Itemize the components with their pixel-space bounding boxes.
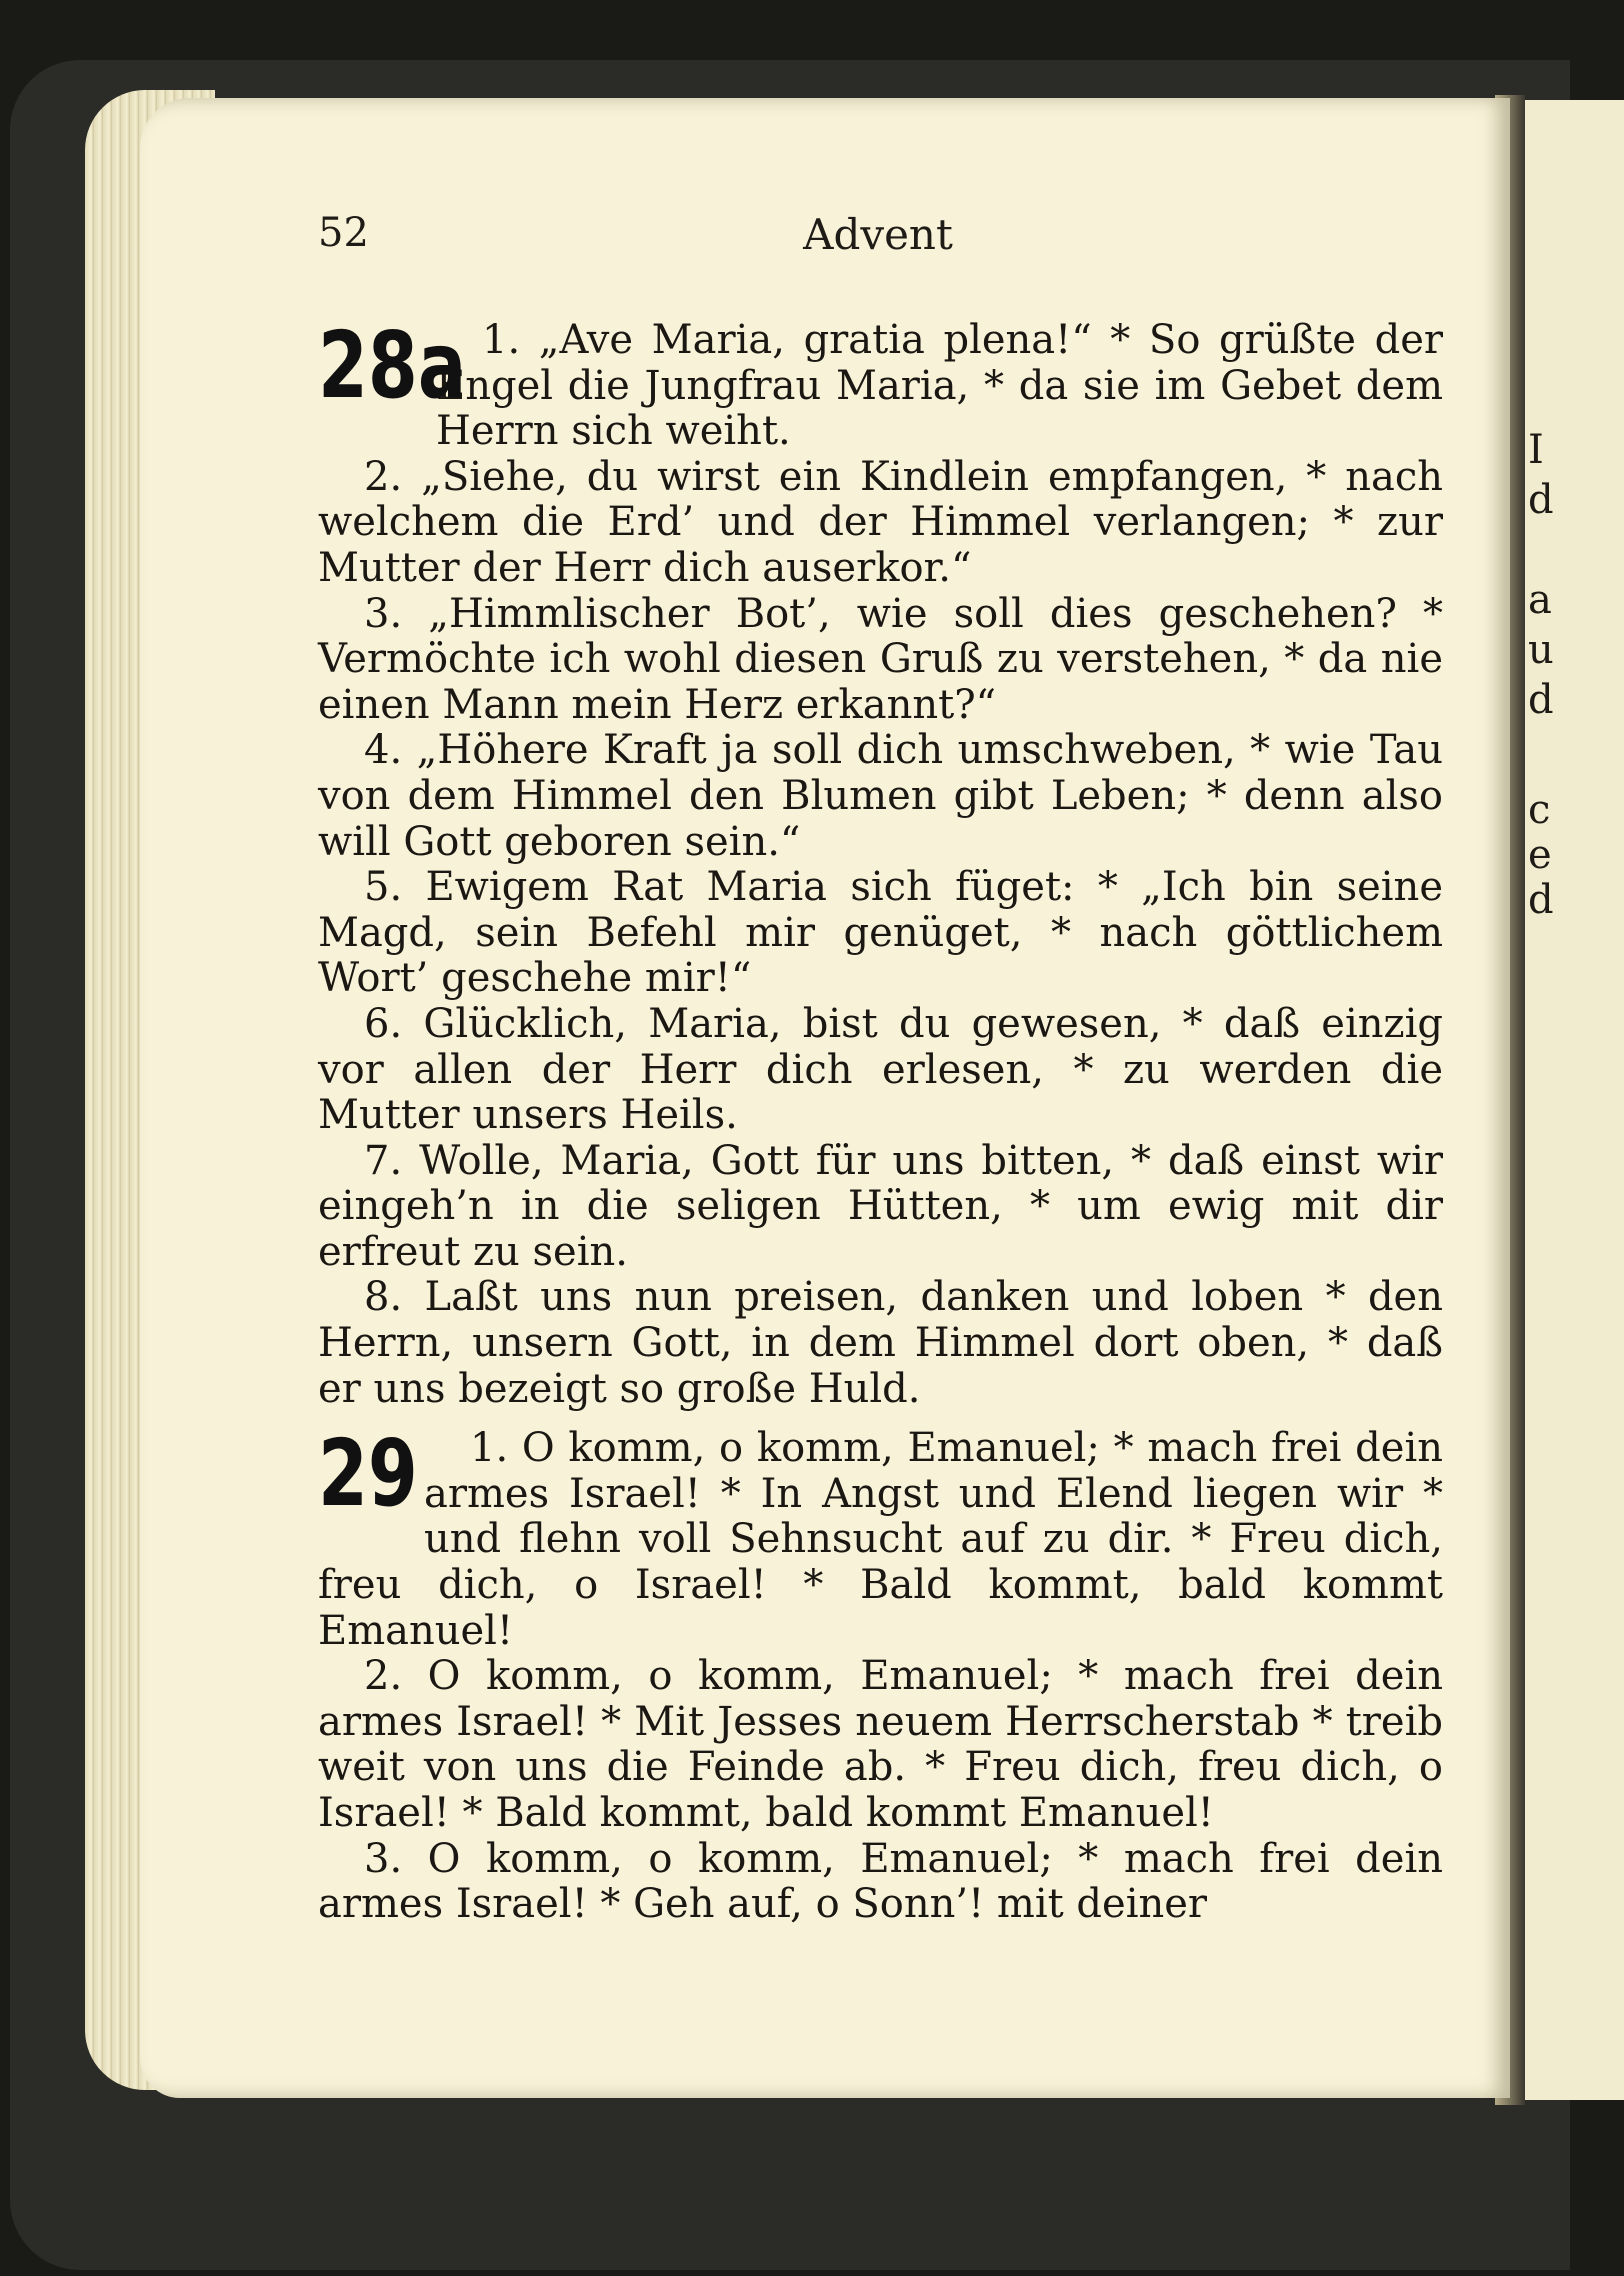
- stanza: 3. O komm, o komm, Emanuel; * mach frei dein armes Israel! * Geh auf, o Sonn’! mit deiner: [318, 1835, 1443, 1928]
- facing-page-edge: I d a u d c e d: [1520, 100, 1624, 2100]
- stanza: 7. Wolle, Maria, Gott für uns bitten, * daß einst wir eingeh’n in die seligen Hütten, * um ewig mit dir erfreut zu sein.: [318, 1137, 1443, 1275]
- hymn: [318, 1420, 1443, 1928]
- running-head: Advent: [803, 210, 953, 259]
- stanza: 1. „Ave Maria, gratia plena!“ * So grüßte der Engel die Jungfrau Maria, * da sie im Gebet dem Herrn sich weiht.: [436, 317, 1443, 455]
- stanza: 2. „Siehe, du wirst ein Kindlein empfangen, * nach welchem die Erd’ und der Himmel verlangen; * zur Mutter der Herr dich auserkor.“: [318, 453, 1443, 591]
- stanza: 6. Glücklich, Maria, bist du gewesen, * daß einzig vor allen der Herr dich erlesen, * zu werden die Mutter unsers Heils.: [318, 1000, 1443, 1139]
- page-header: [318, 210, 1438, 270]
- hymn-text: [318, 312, 1443, 1928]
- stanza: 2. O komm, o komm, Emanuel; * mach frei dein armes Israel! * Mit Jesses neuem Herrscherstab * treib weit von uns die Feinde ab. * Freu dich, freu dich, o Israel! * Bald kommt, bald kommt Emanuel!: [318, 1653, 1443, 1836]
- stanza: 3. „Himmlischer Bot’, wie soll dies geschehen? * Vermöchte ich wohl diesen Gruß zu verstehen, * da nie einen Mann mein Herz erkannt?“: [318, 590, 1443, 728]
- stanza: 4. „Höhere Kraft ja soll dich umschweben, * wie Tau von dem Himmel den Blumen gibt Leben; * denn also will Gott geboren sein.“: [318, 727, 1443, 865]
- hymn: [318, 312, 1443, 1412]
- stanza: 1. O komm, o komm, Emanuel; * mach frei dein armes Israel! * In Angst und Elend liegen wir * und flehn voll Sehnsucht auf zu dir. * Freu dich, freu dich, o Israel! * Bald kommt, bald kommt Emanuel!: [318, 1425, 1443, 1654]
- hymn-number: 28a: [318, 312, 467, 419]
- stanza: 8. Laßt uns nun preisen, danken und loben * den Herrn, unsern Gott, in dem Himmel dort oben, * daß er uns bezeigt so große Huld.: [318, 1274, 1443, 1412]
- hymn-number: 29: [318, 1420, 418, 1528]
- stanza: 5. Ewigem Rat Maria sich füget: * „Ich bin seine Magd, sein Befehl mir genüget, * nach göttlichem Wort’ geschehe mir!“: [318, 864, 1443, 1002]
- page-number: 52: [318, 210, 369, 256]
